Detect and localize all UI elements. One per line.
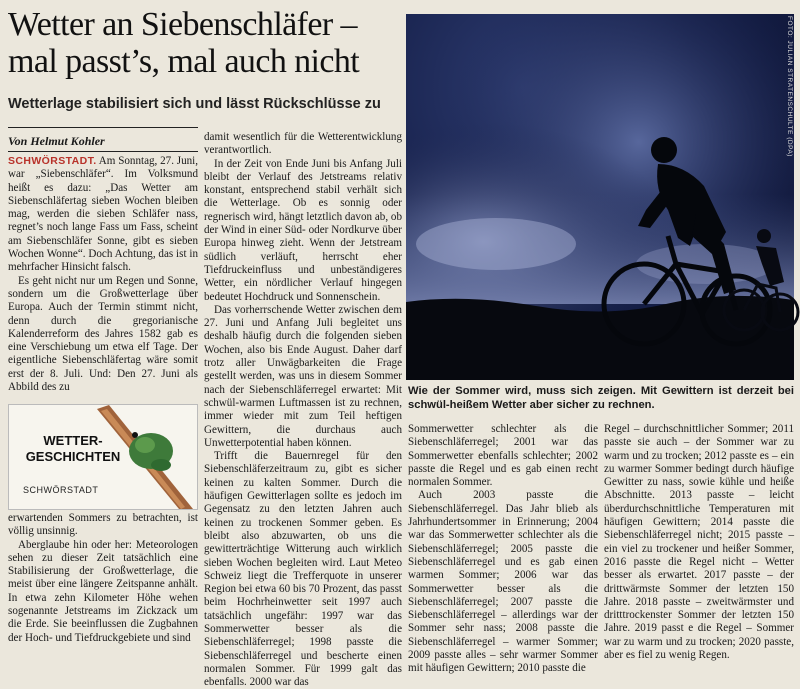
paragraph-text: Am Sonntag, 27. Juni, war „Siebenschläfer“. Im Volksmund heißt es dazu: „Das Wetter am Siebenschläfertag sieben Wochen bleiben mag, werden die sieben Schläfer nass, regnet’s noch lange Fass um Fass, scheint am Siebenschläfer Sonne, gibt es sieben Wochen Wonne“. Doch Achtung, das ist in mehrfacher Hinsicht falsch. [8,155,199,274]
paragraph: Auch 2003 passte die Siebenschläferregel. Das Jahr blieb als Jahrhundertsommer in Erinnerung; 2004 war das Sommerwetter schlechter als die Siebenschläferregel; 2005 passte die Siebenschläferregel und es gab einen warmen Sommer; 2006 war das Sommerwetter besser als die Siebenschläferregel; 2007 passte die Siebenschläferregel – allerdings war der Sommer sehr nass; 2008 passte die Siebenschläferregel – warmer Sommer; 2009 passte alles – sehr warmer Sommer mit häufigen Gewittern; 2010 passte die [408,489,598,675]
byline-rule-bottom [8,151,198,152]
box-title: WETTER-GESCHICHTEN [25,433,121,464]
column-1-bottom [8,512,198,657]
column-1-top [8,155,198,403]
dateline: SCHWÖRSTADT. [8,155,97,167]
column-3 [408,423,598,675]
subheadline: Wetterlage stabilisiert sich und lässt Rückschlüsse zu [8,96,381,112]
paragraph: Es geht nicht nur um Regen und Sonne, sondern um die Großwetterlage über Europa. Auch der Termin stimmt nicht, denn durch die gregorianische Kalenderreform des Jahres 1582 gab es eine Verschiebung um etwa elf Tage. Der eigentliche Siebenschläfertag wäre somit erst der 8. Juli. Und: Den 27. Juni als Abbild des zu [8,274,198,394]
paragraph: Das vorherrschende Wetter zwischen dem 27. Juni und Anfang Juli begleitet uns deshalb häufig durch die folgenden sieben Wochen, also bis Ende August. Daher darf trotz aller Unwägbarkeiten die Frage gestellt werden, was uns in diesem Sommer nach der Siebenschläferregel erwartet: Mit schwül-warmen Luftmassen ist zu rechnen, immer wieder mit zum Teil heftigen Gewittern, die durchaus auch Unwetterpotential haben können. [204,303,402,449]
cyclists-photo [406,14,794,380]
cyclists-silhouette-image [406,14,794,380]
paragraph: Sommerwetter schlechter als die Siebenschläferregel; 2001 war das Sommerwetter ebenfalls schlechter; 2002 passte die Regel und es gab einen recht normalen Sommer. [408,423,598,489]
box-place: SCHWÖRSTADT [23,485,99,495]
headline [8,6,404,80]
paragraph: Aberglaube hin oder her: Meteorologen sehen zu dieser Zeit tatsächlich eine Stabilisierung der Großwetterlage, die meist über eine längere Zeitspanne anhält. In etwa zehn Kilometer Höhe wehen sogenannte Jetstreams im Zickzack um die Erde. Sie beeinflussen die Zugbahnen der Hoch- und Tiefdruckgebiete und sind [8,538,198,644]
column-2 [204,131,402,689]
paragraph: damit wesentlich für die Wetterentwicklung verantwortlich. [204,131,402,157]
headline-line-1: Wetter an Siebenschläfer – [8,6,357,43]
paragraph [8,155,198,275]
paragraph: Trifft die Bauernregel für den Siebenschläferzeitraum zu, gibt es sicher keinen zu kalten Sommer. Durch die häufigen Gewitterlagen sollte es jedoch im Gegensatz zu den letzten Jahren auch keinen zu trockenen Sommer geben. Es bleibt also abzuwarten, ob uns die gewitterträchtige Witterung auch wirklich sieben Wochen begleiten wird. Laut Meteo Schweiz liegt die Trefferquote in unserer Region bei etwa 60 bis 70 Prozent, das passt beim Hochrheinwetter seit 1997 auch tatsächlich ungefähr: 1997 war das Sommerwetter besser als die Siebenschläferregel; 1998 passte die Siebenschläferregel und bescherte einen normalen Sommer. Für 1999 galt das ebenfalls. 2000 war das [204,450,402,689]
byline: Von Helmut Kohler [8,134,105,148]
byline-rule-top [8,127,198,128]
photo-credit: FOTO: JULIAN STRATENSCHULTE (DPA) [786,16,793,157]
paragraph: In der Zeit von Ende Juni bis Anfang Juli bleibt der Verlauf des Jetstreams relativ konstant, entsprechend stabil verhält sich die Wetterlage. Ob es sonnig oder regnerisch wird, hängt letztlich davon ab, ob der Wind in einer Süd- oder Nordkurve über Europa hinweg zieht. Wenn der Jetstream südlich verläuft, herrscht eher Tiefdruckeinfluss und unbeständigeres Wetter, ein nördlicher Verlauf hingegen bedeutet Hochdruck und Sonnenschein. [204,157,402,303]
photo-caption: Wie der Sommer wird, muss sich zeigen. Mit Gewittern ist derzeit bei schwül-heißem Wetter aber sicher zu rechnen. [408,385,794,411]
column-4 [604,423,794,662]
headline-line-2: mal passt’s, mal auch nicht [8,43,360,80]
sidebar-box [8,404,198,510]
paragraph: Regel – durchschnittlicher Sommer; 2011 passte sie auch – der Sommer war zu warm und zu trocken; 2012 passte es – ein zu warmer Sommer bedingt durch häufige Gewitter zu nass, sowie kühle und heiße Abschnitte. 2013 passte – leicht überdurchschnittliche Temperaturen mit häufigen Gewittern; 2014 passte die Siebenschläferregel nicht; 2015 passte – ein viel zu trockener und heißer Sommer, 2016 passte die Regel nicht – Wetter besser als erwartet. 2017 passte – der drittwärmste Sommer der letzten 150 Jahre. 2018 passte – zweitwärmster und dritttrockenster Sommer der letzten 150 Jahre. 2019 passt e die Regel – Sommer war zu warm und zu trocken; 2020 passte, aber es fiel zu wenig Regen. [604,423,794,662]
paragraph: erwartenden Sommers zu betrachten, ist völlig unsinnig. [8,512,198,538]
